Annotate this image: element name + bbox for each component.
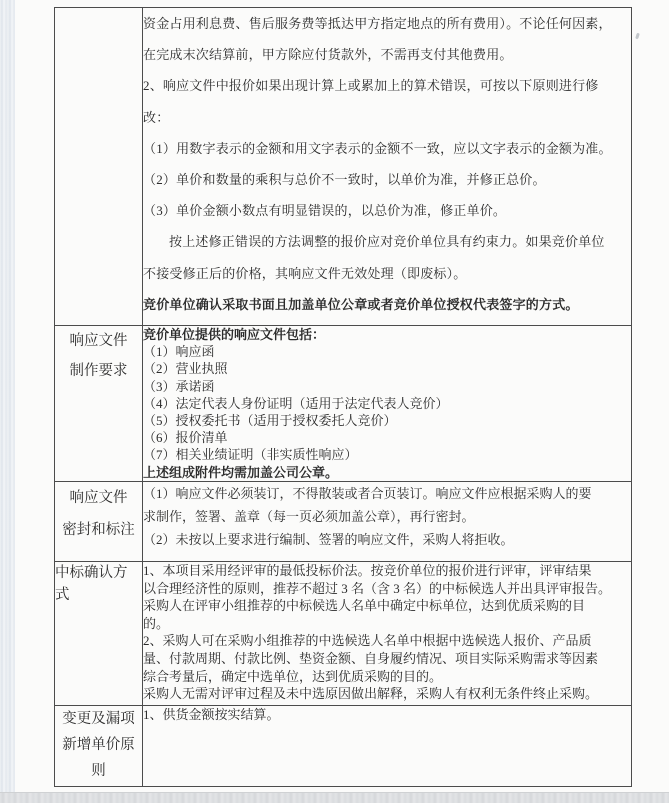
table-row-award-confirmation-method <box>55 562 632 706</box>
text-line: 不接受修正后的价格，其响应文件无效处理（即废标）。 <box>143 265 467 281</box>
text-line: （1）响应文件必须装订，不得散装或者合页装订。响应文件应根据采购人的要 <box>143 486 592 501</box>
text-line: 1、本项目采用经评审的最低投标价法。按竞价单位的报价进行评审，评审结果 <box>143 563 592 578</box>
row-header-line: 密封和标注 <box>62 522 135 538</box>
text-line-bold: 上述组成附件均需加盖公司公章。 <box>143 464 339 480</box>
procurement-terms-table <box>54 7 632 787</box>
text-line: （4）法定代表人身份证明（适用于法定代表人竞价） <box>143 395 449 411</box>
row-header-line: 新增单价原 <box>62 737 135 753</box>
text-line: 在完成末次结算前，甲方除应付货款外，不需再支付其他费用。 <box>143 47 513 63</box>
row-content-cell <box>143 8 632 326</box>
text-line: （5）授权委托书（适用于授权委托人竞价） <box>143 413 397 429</box>
text-line: 采购人在评审小组推荐的中标候选人名单中确定中标单位，达到优质采购的目 <box>143 598 586 614</box>
row-header-line: 响应文件 <box>69 333 128 349</box>
row-content-cell <box>143 482 632 562</box>
text-line: 求制作，签署、盖章（每一页必须加盖公章），再行密封。 <box>143 509 475 524</box>
text-line: （1）用数字表示的金额和用文字表示的金额不一致，应以文字表示的金额为准。 <box>143 140 612 156</box>
text-line-bold: 竞价单位确认采取书面且加盖单位公章或者竞价单位授权代表签字的方式。 <box>143 296 579 312</box>
text-line: 1、供货金额按实结算。 <box>143 707 280 722</box>
text-line: 以合理经济性的原则，推荐不超过 3 名（含 3 名）的中标候选人并出具评审报告。 <box>143 580 612 596</box>
row-header-line: 变更及漏项 <box>62 711 135 727</box>
table-row-change-and-omission-pricing <box>55 706 632 787</box>
page-bottom-edge-scan-artifact <box>0 792 669 803</box>
page-left-edge-scan-artifact <box>0 0 15 803</box>
row-header-line: 式 <box>55 587 70 603</box>
scan-speck-artifact <box>635 33 640 40</box>
text-line: 量、付款周期、付款比例、垫资金额、自身履约情况、项目实际采购需求等因素 <box>143 650 599 666</box>
text-line: （3）单价金额小数点有明显错误的，以总价为准，修正单价。 <box>143 203 507 219</box>
row-header-line: 则 <box>91 763 106 779</box>
text-line: 的。 <box>143 615 170 631</box>
text-line: 2、采购人可在采购小组推荐的中选候选人名单中根据中选候选人报价、产品质 <box>143 633 592 649</box>
text-line: （2）营业执照 <box>143 361 228 377</box>
row-header-cell <box>55 326 143 482</box>
text-line: 综合考量后，确定中选单位，达到优质采购的目的。 <box>143 668 443 684</box>
row-header-line: 中标确认方 <box>55 565 128 581</box>
row-header-cell <box>55 482 143 562</box>
row-content-cell <box>143 706 632 787</box>
text-line: 采购人无需对评审过程及未中选原因做出解释，采购人有权利无条件终止采购。 <box>143 686 599 702</box>
text-line: 改： <box>143 109 170 125</box>
text-line: （2）单价和数量的乘积与总价不一致时，以单价为准，并修正总价。 <box>143 172 546 188</box>
row-header-line: 响应文件 <box>69 490 128 506</box>
text-line: （7）相关业绩证明（非实质性响应） <box>143 447 358 463</box>
row-header-cell <box>55 706 143 787</box>
table-row-response-file-requirements <box>55 326 632 482</box>
text-line: （1）响应函 <box>143 344 215 360</box>
row-header-line: 制作要求 <box>69 363 128 379</box>
row-content-cell <box>143 326 632 482</box>
text-line: （6）报价清单 <box>143 430 228 446</box>
text-line: （2）未按以上要求进行编制、签署的响应文件，采购人将拒收。 <box>143 532 514 547</box>
text-line: 2、响应文件中报价如果出现计算上或累加上的算术错误，可按以下原则进行修 <box>143 78 599 94</box>
table-row-payment-and-correction-rules <box>55 8 632 326</box>
table-row-sealing-and-marking <box>55 482 632 562</box>
row-header-cell-empty <box>55 8 143 326</box>
row-header-cell <box>55 562 143 706</box>
text-line: 按上述修正错误的方法调整的报价应对竞价单位具有约束力。如果竞价单位 <box>169 234 605 250</box>
row-content-cell <box>143 562 632 706</box>
text-line: 资金占用利息费、售后服务费等抵达甲方指定地点的所有费用）。不论任何因素， <box>143 16 612 31</box>
text-line: （3）承诺函 <box>143 378 215 394</box>
text-line-bold: 竞价单位提供的响应文件包括： <box>143 327 326 342</box>
